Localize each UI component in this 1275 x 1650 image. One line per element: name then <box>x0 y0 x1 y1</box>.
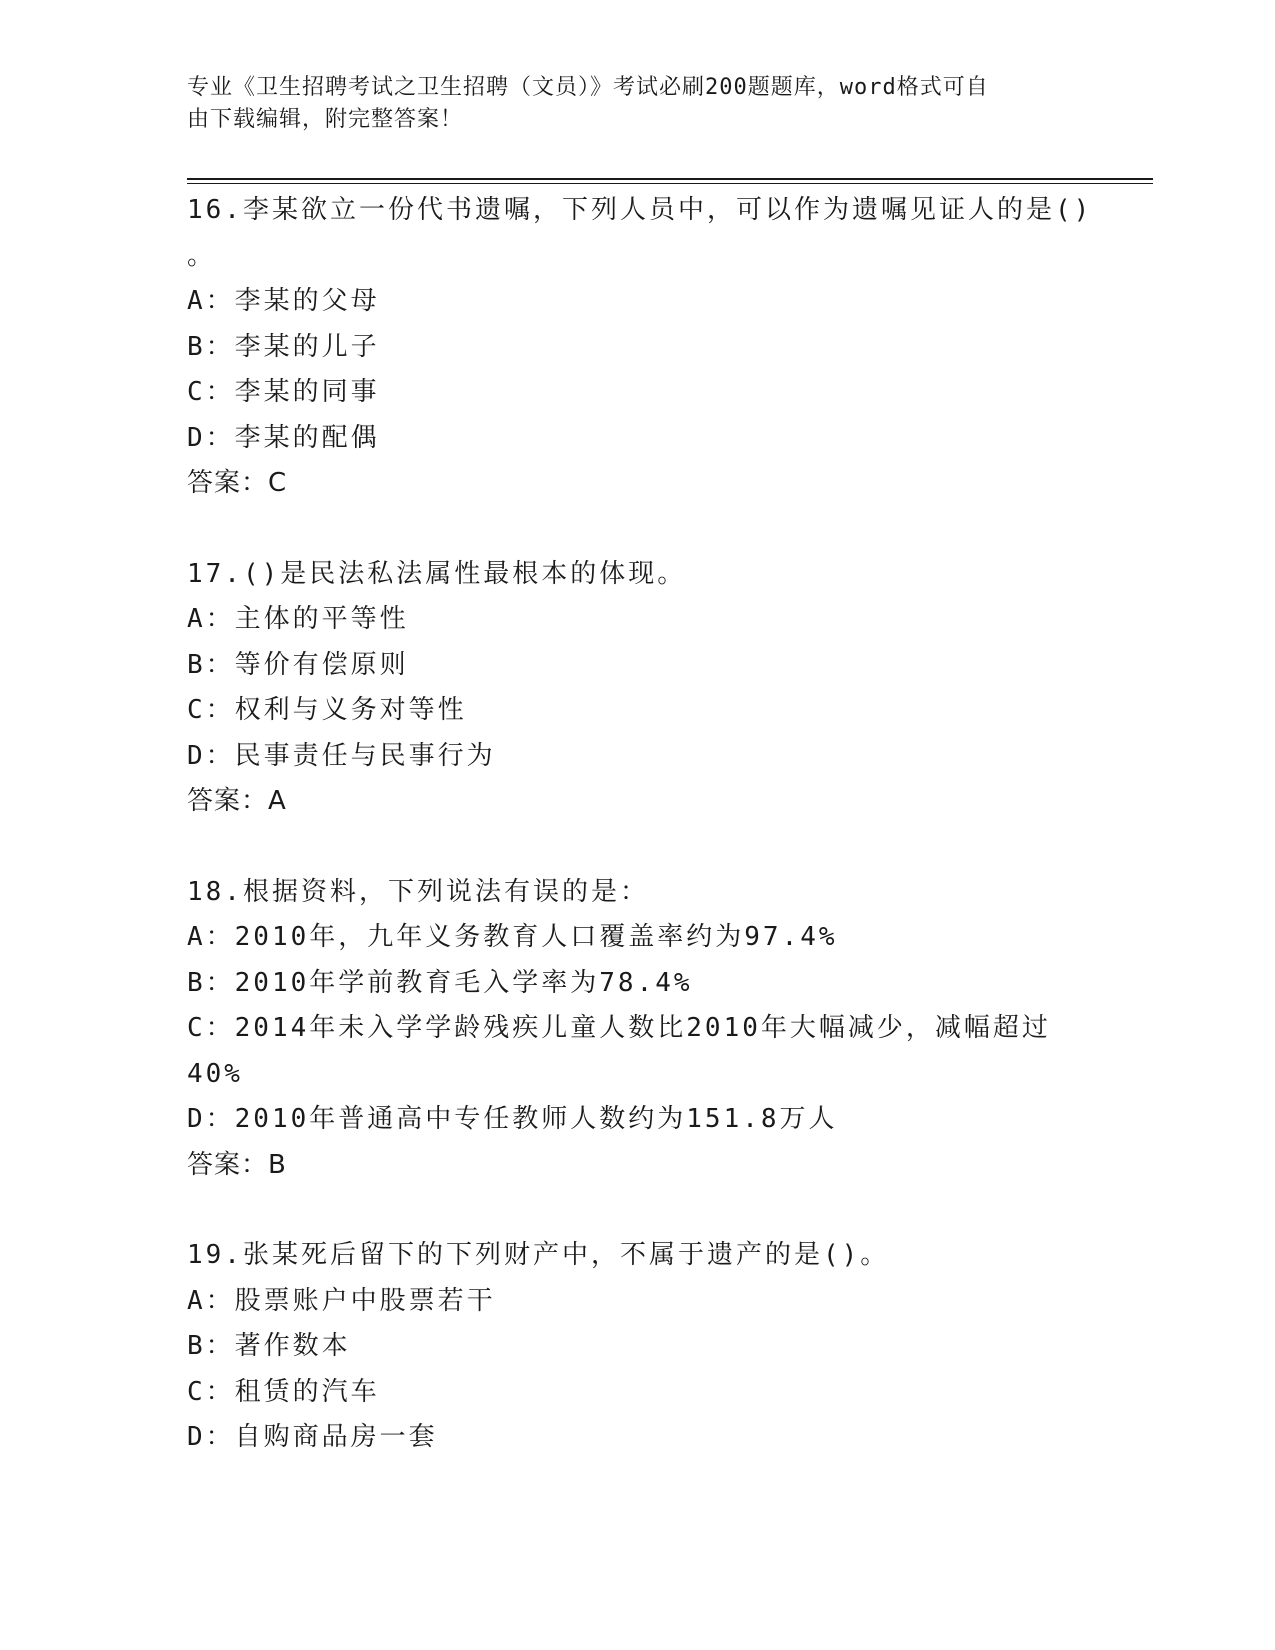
option-c: C：2014年未入学学龄残疾儿童人数比2010年大幅减少，减幅超过 <box>187 1013 1051 1043</box>
header-divider-thin <box>187 183 1153 184</box>
option-c: C：权利与义务对等性 <box>187 695 467 725</box>
header-divider-thick <box>187 178 1153 180</box>
spacer <box>187 507 1087 552</box>
option-a: A：主体的平等性 <box>187 604 409 634</box>
option-a: A：2010年，九年义务教育人口覆盖率约为97.4% <box>187 922 838 952</box>
option-c: C：租赁的汽车 <box>187 1376 380 1407</box>
document-header <box>187 72 1067 136</box>
question-stem: 16.李某欲立一份代书遗嘱，下列人员中，可以作为遗嘱见证人的是() <box>187 195 1093 225</box>
spacer <box>187 1188 1087 1233</box>
question-list <box>187 188 1093 1461</box>
spacer <box>187 825 1087 870</box>
header-line-1: 专业《卫生招聘考试之卫生招聘（文员）》考试必刷200题题库，word格式可自 <box>187 75 989 100</box>
option-b: B：李某的儿子 <box>187 331 380 362</box>
question-stem: 19.张某死后留下的下列财产中，不属于遗产的是()。 <box>187 1240 890 1270</box>
answer-line: 答案：B <box>187 1149 287 1180</box>
option-d: D：2010年普通高中专任教师人数约为151.8万人 <box>187 1104 838 1134</box>
option-a: A：股票账户中股票若干 <box>187 1285 496 1316</box>
option-b: B：2010年学前教育毛入学率为78.4% <box>187 967 693 998</box>
question-16 <box>187 188 1093 507</box>
question-17 <box>187 552 1087 825</box>
option-d: D：民事责任与民事行为 <box>187 740 496 771</box>
header-line-2: 由下载编辑，附完整答案！ <box>187 107 464 132</box>
answer-line: 答案：A <box>187 786 287 816</box>
question-stem-continued: 。 <box>187 240 217 271</box>
question-18 <box>187 870 1087 1189</box>
option-c-continued: 40% <box>187 1058 243 1089</box>
question-19 <box>187 1233 1087 1461</box>
question-stem: 17.()是民法私法属性最根本的体现。 <box>187 558 687 589</box>
option-b: B：著作数本 <box>187 1331 351 1361</box>
option-c: C：李某的同事 <box>187 377 380 407</box>
option-d: D：李某的配偶 <box>187 422 380 453</box>
option-d: D：自购商品房一套 <box>187 1422 438 1452</box>
option-a: A：李某的父母 <box>187 286 380 316</box>
option-b: B：等价有偿原则 <box>187 649 409 680</box>
answer-line: 答案：C <box>187 468 288 498</box>
question-stem: 18.根据资料，下列说法有误的是： <box>187 876 649 907</box>
